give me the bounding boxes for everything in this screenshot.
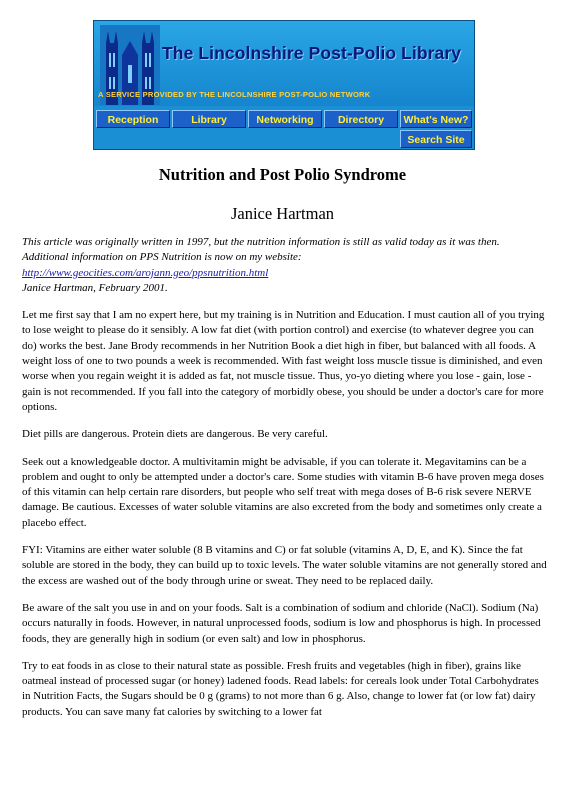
website-link[interactable]: http://www.geocities.com/arojann.geo/ppsnutrition.html (22, 266, 269, 279)
paragraph: Be aware of the salt you use in and on your foods. Salt is a combination of sodium and chloride (NaCl). Sodium (Na) occurs naturally in foods. However, in natural unprocessed foods, sodium is low and phosphorus is high. In processed foods, they are generally high in sodium (or even salt) and low in phosphorus. (22, 601, 541, 645)
article-author: Janice Hartman (230, 204, 335, 223)
nav-library-button[interactable]: Library (172, 110, 246, 128)
nav-reception-button[interactable]: Reception (96, 110, 170, 128)
article-body (22, 235, 547, 732)
intro-text: This article was originally written in 1997, but the nutrition information is still as valid today as it was then. Additional information on PPS Nutrition is now on my website: (22, 236, 500, 264)
nav-networking-button[interactable]: Networking (248, 110, 322, 128)
paragraph: Let me first say that I am no expert here, but my training is in Nutrition and Education. I must caution all of you trying to lose weight to please do it sensibly. A low fat diet (with portion control) and exercise (to whatever degree you can do) works the best. Jane Brody recommends in her Nutrition Book a diet high in fiber, but balanced with all foods. A weight loss of one to two pounds a week is recommended. With fast weight loss muscle tissue is diminished, and even worse when you regain weight it is added as fat, not muscle tissue. Thus, yo-yo dieting where you lose - gain, lose - gain is not recommended. If you fall into the category of morbidly obese, you should be under a doctor's care for more options. (22, 309, 545, 413)
paragraph: Diet pills are dangerous. Protein diets are dangerous. Be very careful. (22, 428, 328, 441)
article-title: Nutrition and Post Polio Syndrome (158, 165, 407, 184)
nav-directory-button[interactable]: Directory (324, 110, 398, 128)
nav-whats-new-button[interactable]: What's New? (400, 110, 472, 128)
nav-bar-secondary (94, 130, 474, 149)
nav-bar (94, 110, 474, 129)
paragraph: FYI: Vitamins are either water soluble (8 B vitamins and C) or fat soluble (vitamins A, D, E, and K). Since the fat soluble are stored in the body, they can build up to toxic levels. The water soluble vitamins are not generally stored and the excess are washed out of the body through urine or sweat. They need to be replaced daily. (22, 544, 547, 587)
banner-header (94, 21, 474, 106)
intro-signature: Janice Hartman, February 2001. (22, 281, 168, 294)
intro-note (22, 235, 547, 296)
search-site-button[interactable]: Search Site (400, 130, 472, 148)
site-banner (93, 20, 475, 150)
banner-subtitle: A SERVICE PROVIDED BY THE LINCOLNSHIRE POST-POLIO NETWORK (98, 90, 371, 99)
paragraph: Seek out a knowledgeable doctor. A multivitamin might be advisable, if you can tolerate it. Megavitamins can be a problem and ought to only be attempted under a doctor's care. Some studies with vitamin B-6 have proven mega doses of this vitamin can help certain rare disorders, but people who self treat with mega doses of B-6 risk severe NERVE damage. Be cautious. Excesses of water soluble vitamins are also excreted from the body and sometimes only create a placebo effect. (22, 455, 544, 529)
paragraph: Try to eat foods in as close to their natural state as possible. Fresh fruits and vegetables (high in fiber), grains like oatmeal instead of processed sugar (or honey) ladened foods. Read labels: for cereals look under Total Carbohydrates in Nutrition Facts, the Sugars should be 0 g (grams) to not more than 6 g. Also, change to lower fat (or low fat) dairy products. You can save many fat calories by switching to a lower fat (22, 659, 539, 718)
banner-title[interactable]: The Lincolnshire Post-Polio Library (162, 43, 462, 63)
